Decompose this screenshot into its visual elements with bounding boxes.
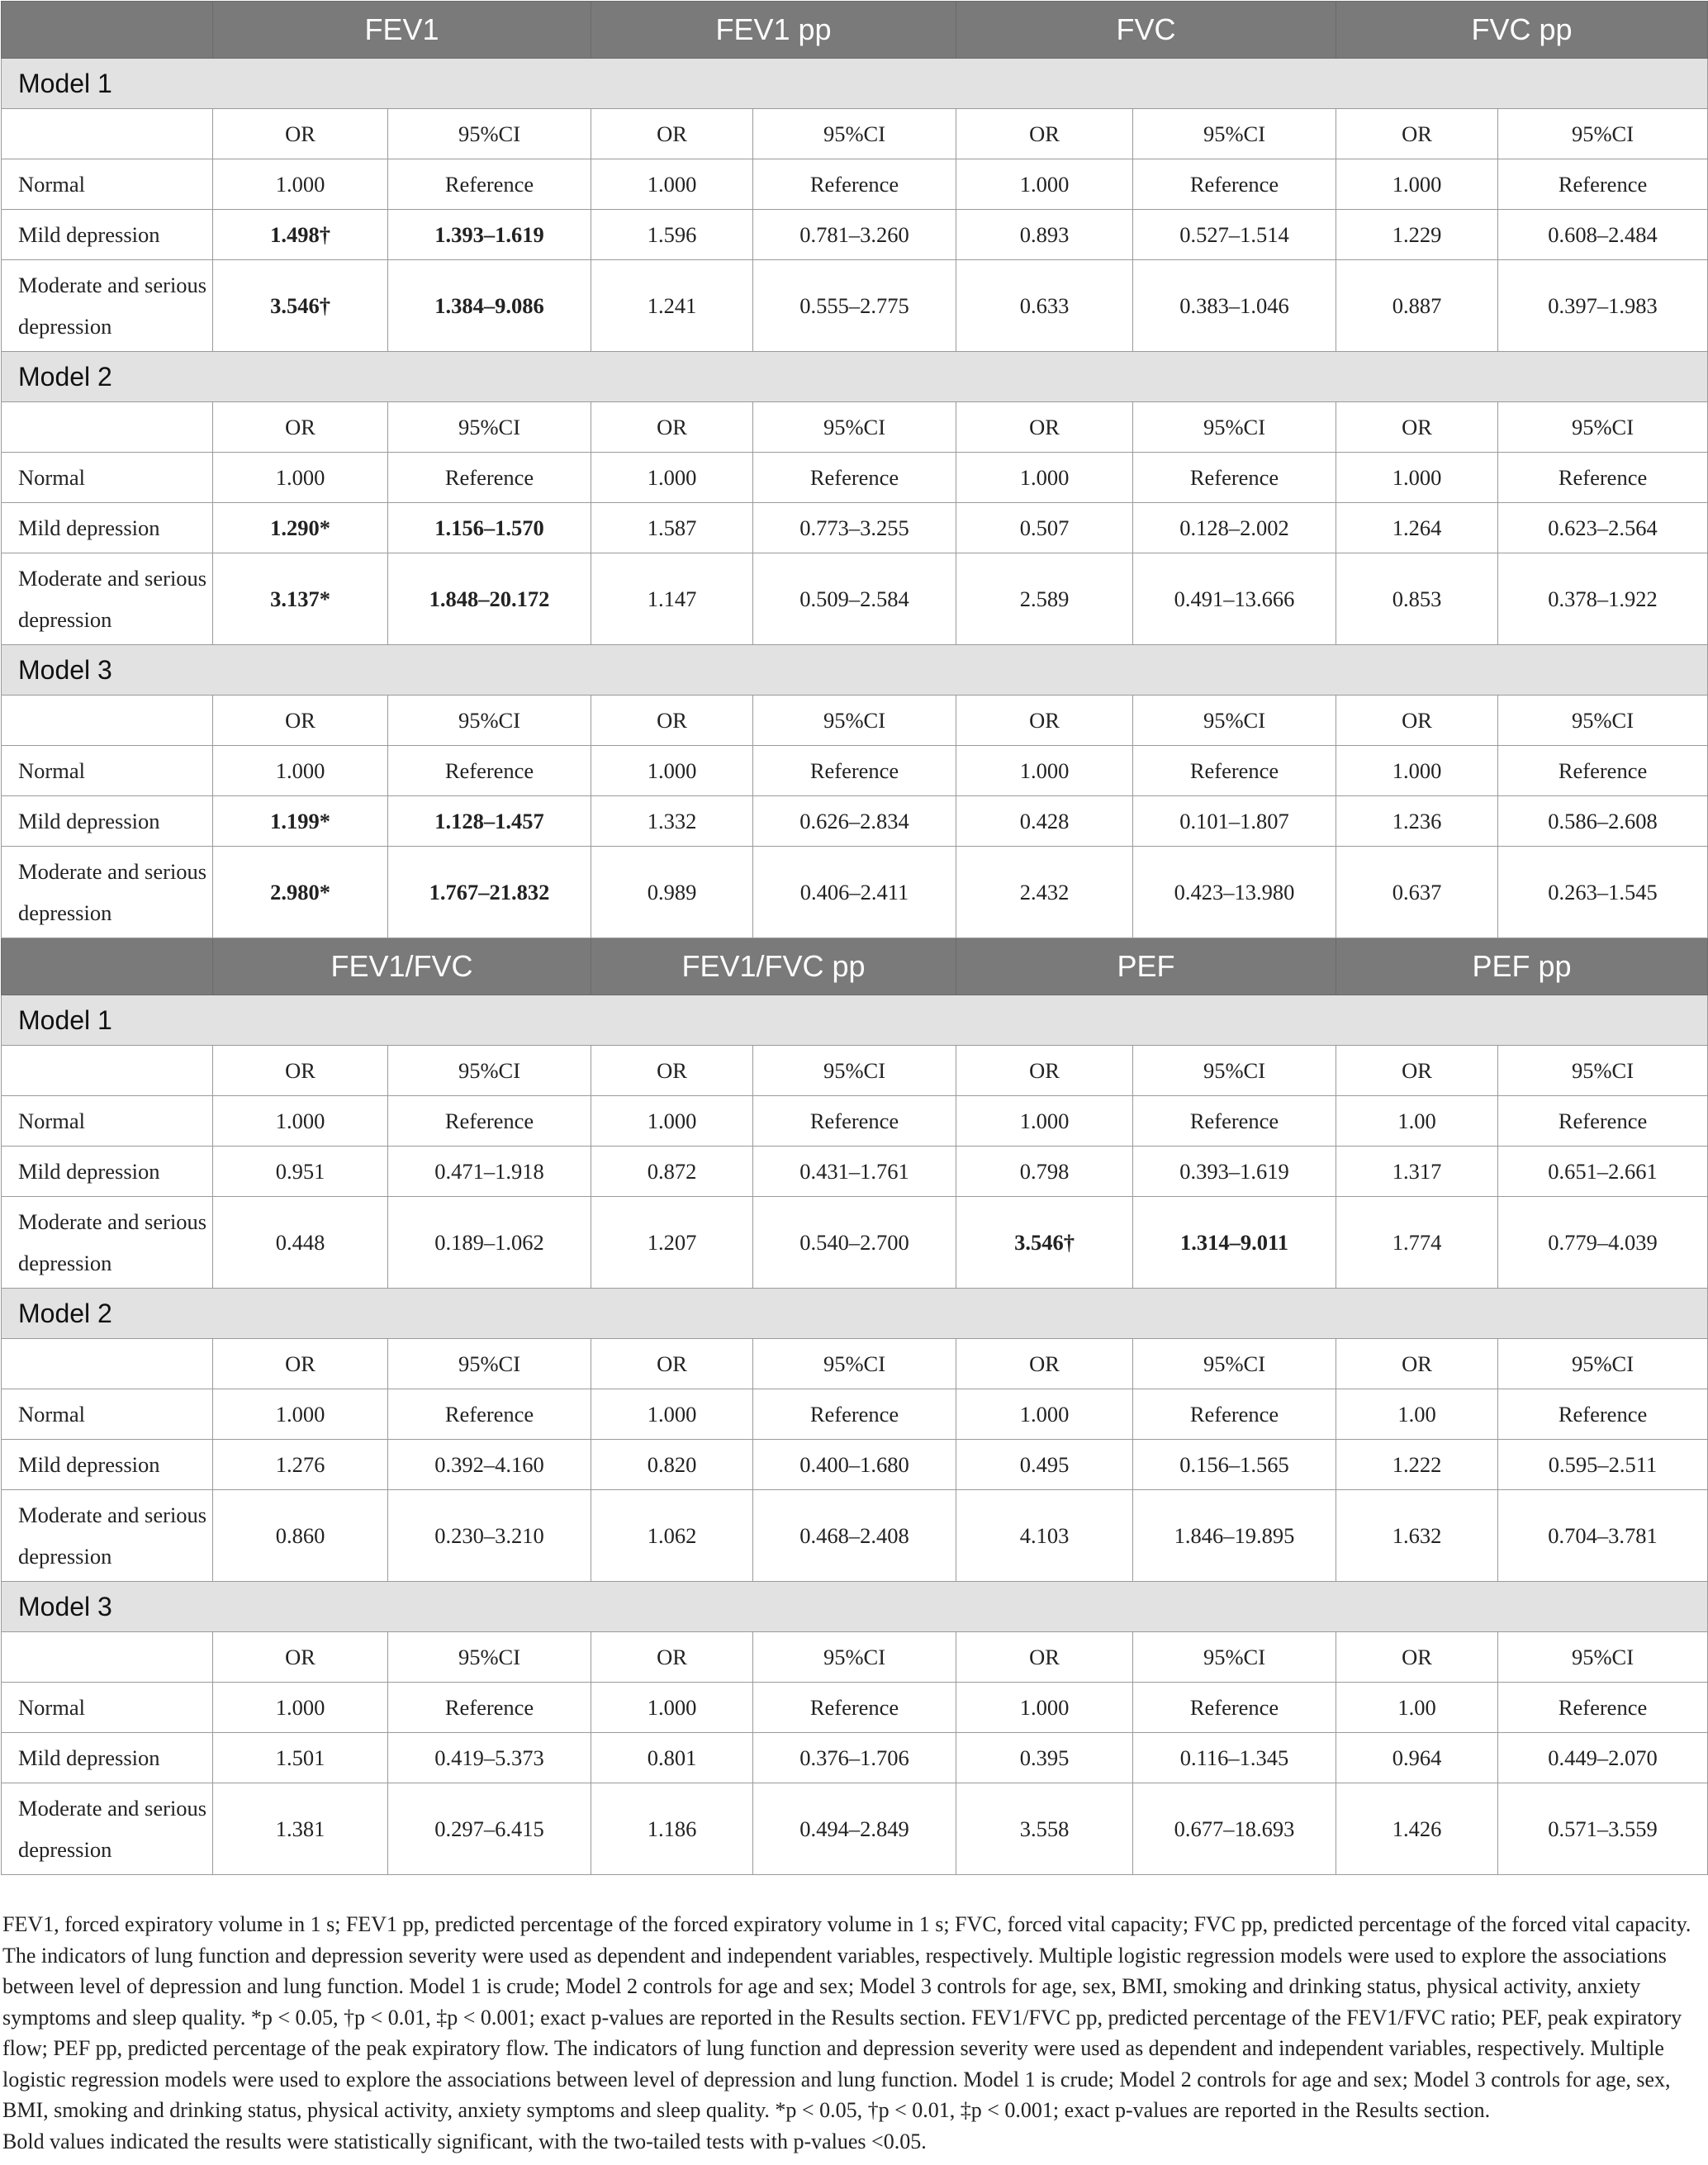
ci-header: 95%CI — [1133, 1339, 1336, 1389]
ci-header: 95%CI — [1133, 696, 1336, 746]
or-header: OR — [591, 696, 753, 746]
table-cell: 0.704–3.781 — [1498, 1490, 1708, 1582]
table-cell: 0.491–13.666 — [1133, 553, 1336, 645]
table-row — [2, 553, 1708, 645]
table-cell: 0.406–2.411 — [753, 847, 956, 938]
table-cell: 1.207 — [591, 1197, 753, 1289]
table-cell: Reference — [753, 1389, 956, 1440]
ci-header: 95%CI — [1133, 1632, 1336, 1683]
table-cell: Reference — [1498, 453, 1708, 503]
table-cell: 0.779–4.039 — [1498, 1197, 1708, 1289]
table-row — [2, 1783, 1708, 1875]
column-group-header: PEF pp — [1336, 938, 1708, 995]
panel-header-row — [2, 2, 1708, 59]
table-cell: 1.848–20.172 — [388, 553, 591, 645]
table-cell: 1.290* — [213, 503, 388, 553]
table-cell: 1.000 — [213, 746, 388, 796]
table-cell: 1.264 — [1336, 503, 1498, 553]
table-row — [2, 210, 1708, 260]
table-cell: 3.137* — [213, 553, 388, 645]
or-header: OR — [1336, 696, 1498, 746]
table-row — [2, 1147, 1708, 1197]
table-cell: Reference — [753, 159, 956, 210]
table-cell: 0.626–2.834 — [753, 796, 956, 847]
subheader-row — [2, 109, 1708, 159]
table-row — [2, 746, 1708, 796]
table-cell: 1.199* — [213, 796, 388, 847]
table-cell: 1.596 — [591, 210, 753, 260]
table-cell: 0.872 — [591, 1147, 753, 1197]
table-cell: Reference — [1498, 1683, 1708, 1733]
table-cell: Reference — [388, 453, 591, 503]
table-cell: 1.381 — [213, 1783, 388, 1875]
table-cell: 0.798 — [956, 1147, 1133, 1197]
table-cell: Reference — [1133, 1096, 1336, 1147]
subheader-blank — [2, 109, 213, 159]
table-cell: 0.540–2.700 — [753, 1197, 956, 1289]
table-cell: Reference — [1498, 746, 1708, 796]
model-row — [2, 995, 1708, 1046]
ci-header: 95%CI — [388, 1046, 591, 1096]
table-cell: Reference — [1133, 159, 1336, 210]
or-header: OR — [1336, 109, 1498, 159]
model-row — [2, 1582, 1708, 1632]
table-cell: 0.101–1.807 — [1133, 796, 1336, 847]
table-row — [2, 847, 1708, 938]
table-cell: 2.432 — [956, 847, 1133, 938]
row-label: Mild depression — [2, 796, 213, 847]
table-cell: 0.527–1.514 — [1133, 210, 1336, 260]
table-cell: Reference — [1498, 159, 1708, 210]
table-cell: 0.392–4.160 — [388, 1440, 591, 1490]
footnote-bold-note: Bold values indicated the results were statistically significant, with the two-tailed tests with p-values <0.05. — [2, 2129, 927, 2153]
or-header: OR — [956, 109, 1133, 159]
table-cell: 1.128–1.457 — [388, 796, 591, 847]
subheader-blank — [2, 1339, 213, 1389]
row-label: Mild depression — [2, 1733, 213, 1783]
table-row — [2, 260, 1708, 352]
ci-header: 95%CI — [1133, 109, 1336, 159]
table-cell: 0.471–1.918 — [388, 1147, 591, 1197]
row-label: Mild depression — [2, 1440, 213, 1490]
row-label: Normal — [2, 1683, 213, 1733]
or-header: OR — [956, 696, 1133, 746]
subheader-row — [2, 1046, 1708, 1096]
table-cell: 0.189–1.062 — [388, 1197, 591, 1289]
subheader-row — [2, 696, 1708, 746]
table-cell: Reference — [388, 1389, 591, 1440]
table-row — [2, 1490, 1708, 1582]
table-cell: 1.846–19.895 — [1133, 1490, 1336, 1582]
model-row — [2, 645, 1708, 696]
row-label: Moderate and serious depression — [2, 1783, 213, 1875]
table-cell: 1.314–9.011 — [1133, 1197, 1336, 1289]
table-cell: 1.236 — [1336, 796, 1498, 847]
table-cell: 1.000 — [956, 1389, 1133, 1440]
or-header: OR — [1336, 1632, 1498, 1683]
table-cell: 1.498† — [213, 210, 388, 260]
table-cell: 0.128–2.002 — [1133, 503, 1336, 553]
row-label: Moderate and serious depression — [2, 553, 213, 645]
table-cell: Reference — [388, 1096, 591, 1147]
row-label: Mild depression — [2, 503, 213, 553]
table-cell: Reference — [1133, 453, 1336, 503]
table-cell: Reference — [753, 453, 956, 503]
or-header: OR — [213, 1339, 388, 1389]
or-header: OR — [956, 1632, 1133, 1683]
ci-header: 95%CI — [1498, 1046, 1708, 1096]
ci-header: 95%CI — [1133, 402, 1336, 453]
table-cell: 0.637 — [1336, 847, 1498, 938]
table-cell: 4.103 — [956, 1490, 1133, 1582]
ci-header: 95%CI — [1498, 696, 1708, 746]
table-cell: 0.677–18.693 — [1133, 1783, 1336, 1875]
table-cell: Reference — [388, 159, 591, 210]
column-group-header: FEV1/FVC pp — [591, 938, 956, 995]
table-cell: 0.468–2.408 — [753, 1490, 956, 1582]
table-cell: 1.000 — [591, 1096, 753, 1147]
table-cell: 0.431–1.761 — [753, 1147, 956, 1197]
ci-header: 95%CI — [753, 402, 956, 453]
table-cell: 0.586–2.608 — [1498, 796, 1708, 847]
table-cell: 1.000 — [213, 1389, 388, 1440]
table-row — [2, 796, 1708, 847]
table-row — [2, 1733, 1708, 1783]
model-label: Model 2 — [2, 1289, 1708, 1339]
table-cell: 1.632 — [1336, 1490, 1498, 1582]
table-cell: Reference — [388, 746, 591, 796]
table-cell: 0.595–2.511 — [1498, 1440, 1708, 1490]
table-cell: 1.000 — [591, 746, 753, 796]
row-label: Normal — [2, 453, 213, 503]
table-cell: 0.495 — [956, 1440, 1133, 1490]
regression-table — [1, 1, 1708, 1875]
row-label: Moderate and serious depression — [2, 260, 213, 352]
table-cell: 0.507 — [956, 503, 1133, 553]
subheader-blank — [2, 402, 213, 453]
table-cell: 0.395 — [956, 1733, 1133, 1783]
ci-header: 95%CI — [1498, 1632, 1708, 1683]
table-cell: 1.000 — [956, 1683, 1133, 1733]
table-cell: 0.400–1.680 — [753, 1440, 956, 1490]
or-header: OR — [956, 1339, 1133, 1389]
ci-header: 95%CI — [753, 1632, 956, 1683]
table-cell: 1.332 — [591, 796, 753, 847]
row-label: Mild depression — [2, 210, 213, 260]
table-cell: 1.222 — [1336, 1440, 1498, 1490]
table-cell: 0.571–3.559 — [1498, 1783, 1708, 1875]
row-label: Normal — [2, 159, 213, 210]
subheader-row — [2, 1632, 1708, 1683]
table-cell: 1.426 — [1336, 1783, 1498, 1875]
table-row — [2, 1440, 1708, 1490]
table-cell: 0.820 — [591, 1440, 753, 1490]
column-group-header: FEV1 — [213, 2, 591, 59]
table-cell: 1.000 — [213, 159, 388, 210]
table-cell: 1.000 — [956, 159, 1133, 210]
ci-header: 95%CI — [1498, 109, 1708, 159]
or-header: OR — [213, 109, 388, 159]
table-cell: 1.241 — [591, 260, 753, 352]
model-row — [2, 59, 1708, 109]
subheader-blank — [2, 1632, 213, 1683]
table-cell: 0.801 — [591, 1733, 753, 1783]
ci-header: 95%CI — [388, 1632, 591, 1683]
table-cell: 0.397–1.983 — [1498, 260, 1708, 352]
model-row — [2, 1289, 1708, 1339]
table-cell: 1.000 — [213, 1096, 388, 1147]
ci-header: 95%CI — [1133, 1046, 1336, 1096]
or-header: OR — [591, 1632, 753, 1683]
table-cell: 0.428 — [956, 796, 1133, 847]
model-label: Model 3 — [2, 645, 1708, 696]
ci-header: 95%CI — [753, 109, 956, 159]
table-cell: 0.423–13.980 — [1133, 847, 1336, 938]
subheader-blank — [2, 696, 213, 746]
ci-header: 95%CI — [753, 1339, 956, 1389]
table-cell: 1.229 — [1336, 210, 1498, 260]
ci-header: 95%CI — [388, 1339, 591, 1389]
or-header: OR — [1336, 402, 1498, 453]
table-cell: 0.383–1.046 — [1133, 260, 1336, 352]
row-label: Moderate and serious depression — [2, 847, 213, 938]
table-cell: 1.000 — [1336, 746, 1498, 796]
subheader-row — [2, 402, 1708, 453]
table-cell: 1.000 — [956, 746, 1133, 796]
table-cell: 1.000 — [956, 1096, 1133, 1147]
table-cell: 2.589 — [956, 553, 1133, 645]
table-cell: Reference — [1133, 746, 1336, 796]
table-cell: Reference — [1498, 1096, 1708, 1147]
table-cell: 1.000 — [591, 159, 753, 210]
or-header: OR — [956, 402, 1133, 453]
subheader-blank — [2, 1046, 213, 1096]
table-cell: 0.378–1.922 — [1498, 553, 1708, 645]
table-cell: 0.230–3.210 — [388, 1490, 591, 1582]
subheader-row — [2, 1339, 1708, 1389]
table-cell: 3.546† — [213, 260, 388, 352]
table-cell: 0.509–2.584 — [753, 553, 956, 645]
table-cell: 0.893 — [956, 210, 1133, 260]
or-header: OR — [591, 1339, 753, 1389]
row-label: Moderate and serious depression — [2, 1197, 213, 1289]
table-footnote — [2, 1909, 1700, 2157]
table-cell: 1.000 — [1336, 453, 1498, 503]
table-cell: 0.156–1.565 — [1133, 1440, 1336, 1490]
model-label: Model 3 — [2, 1582, 1708, 1632]
table-cell: 1.062 — [591, 1490, 753, 1582]
table-row — [2, 159, 1708, 210]
table-cell: Reference — [1498, 1389, 1708, 1440]
or-header: OR — [591, 1046, 753, 1096]
table-cell: Reference — [388, 1683, 591, 1733]
table-cell: 0.887 — [1336, 260, 1498, 352]
table-cell: Reference — [753, 1683, 956, 1733]
or-header: OR — [213, 1632, 388, 1683]
row-label: Moderate and serious depression — [2, 1490, 213, 1582]
table-cell: 3.558 — [956, 1783, 1133, 1875]
table-cell: 1.00 — [1336, 1389, 1498, 1440]
model-row — [2, 352, 1708, 402]
header-corner — [2, 938, 213, 995]
ci-header: 95%CI — [753, 696, 956, 746]
table-cell: 1.147 — [591, 553, 753, 645]
table-cell: 0.989 — [591, 847, 753, 938]
table-cell: 0.860 — [213, 1490, 388, 1582]
table-cell: 1.317 — [1336, 1147, 1498, 1197]
table-row — [2, 1197, 1708, 1289]
or-header: OR — [213, 696, 388, 746]
table-cell: 1.393–1.619 — [388, 210, 591, 260]
table-row — [2, 1683, 1708, 1733]
table-cell: 1.000 — [1336, 159, 1498, 210]
ci-header: 95%CI — [1498, 402, 1708, 453]
table-cell: 1.587 — [591, 503, 753, 553]
table-cell: 2.980* — [213, 847, 388, 938]
header-corner — [2, 2, 213, 59]
or-header: OR — [1336, 1046, 1498, 1096]
table-cell: 1.000 — [956, 453, 1133, 503]
column-group-header: FEV1 pp — [591, 2, 956, 59]
or-header: OR — [591, 402, 753, 453]
table-cell: 0.116–1.345 — [1133, 1733, 1336, 1783]
ci-header: 95%CI — [753, 1046, 956, 1096]
row-label: Mild depression — [2, 1147, 213, 1197]
ci-header: 95%CI — [1498, 1339, 1708, 1389]
row-label: Normal — [2, 1096, 213, 1147]
table-cell: 0.419–5.373 — [388, 1733, 591, 1783]
row-label: Normal — [2, 1389, 213, 1440]
table-cell: 1.156–1.570 — [388, 503, 591, 553]
table-cell: 1.276 — [213, 1440, 388, 1490]
table-cell: 0.555–2.775 — [753, 260, 956, 352]
or-header: OR — [213, 402, 388, 453]
model-label: Model 1 — [2, 59, 1708, 109]
table-body — [2, 2, 1708, 1875]
table-cell: 0.853 — [1336, 553, 1498, 645]
table-cell: 1.501 — [213, 1733, 388, 1783]
model-label: Model 2 — [2, 352, 1708, 402]
row-label: Normal — [2, 746, 213, 796]
or-header: OR — [213, 1046, 388, 1096]
table-row — [2, 453, 1708, 503]
table-cell: Reference — [1133, 1683, 1336, 1733]
model-label: Model 1 — [2, 995, 1708, 1046]
table-row — [2, 503, 1708, 553]
table-cell: 0.651–2.661 — [1498, 1147, 1708, 1197]
column-group-header: FVC pp — [1336, 2, 1708, 59]
table-cell: 1.000 — [213, 1683, 388, 1733]
table-row — [2, 1389, 1708, 1440]
ci-header: 95%CI — [388, 402, 591, 453]
table-cell: 0.633 — [956, 260, 1133, 352]
panel-header-row — [2, 938, 1708, 995]
table-cell: 0.951 — [213, 1147, 388, 1197]
table-row — [2, 1096, 1708, 1147]
table-cell: 1.00 — [1336, 1683, 1498, 1733]
table-cell: 0.494–2.849 — [753, 1783, 956, 1875]
table-cell: 0.263–1.545 — [1498, 847, 1708, 938]
table-cell: 0.393–1.619 — [1133, 1147, 1336, 1197]
column-group-header: FVC — [956, 2, 1336, 59]
table-cell: 0.448 — [213, 1197, 388, 1289]
or-header: OR — [1336, 1339, 1498, 1389]
table-cell: 1.767–21.832 — [388, 847, 591, 938]
table-cell: 0.297–6.415 — [388, 1783, 591, 1875]
table-cell: 1.384–9.086 — [388, 260, 591, 352]
table-cell: 0.449–2.070 — [1498, 1733, 1708, 1783]
table-cell: 0.964 — [1336, 1733, 1498, 1783]
table-cell: 0.608–2.484 — [1498, 210, 1708, 260]
column-group-header: PEF — [956, 938, 1336, 995]
table-cell: 1.000 — [213, 453, 388, 503]
table-cell: 1.774 — [1336, 1197, 1498, 1289]
table-cell: 0.376–1.706 — [753, 1733, 956, 1783]
table-cell: 1.000 — [591, 1389, 753, 1440]
table-cell: 3.546† — [956, 1197, 1133, 1289]
table-cell: 0.773–3.255 — [753, 503, 956, 553]
table-cell: Reference — [1133, 1389, 1336, 1440]
ci-header: 95%CI — [388, 696, 591, 746]
table-cell: 1.000 — [591, 453, 753, 503]
table-cell: Reference — [753, 1096, 956, 1147]
footnote-abbreviations: FEV1, forced expiratory volume in 1 s; FEV1 pp, predicted percentage of the forced expiratory volume in 1 s; FVC, forced vital capacity; FVC pp, predicted percentage of the forced vital capacity. The indicators of lung function and depression severity were used as dependent and independent variables, respectively. Multiple logistic regression models were used to explore the associations between level of depression and lung function. Model 1 is crude; Model 2 controls for age and sex; Model 3 controls for age, sex, BMI, smoking and drinking status, physical activity, anxiety symptoms and sleep quality. *p < 0.05, †p < 0.01, ‡p < 0.001; exact p-values are reported in the Results section. FEV1/FVC pp, predicted percentage of the FEV1/FVC ratio; PEF, peak expiratory flow; PEF pp, predicted percentage of the peak expiratory flow. The indicators of lung function and depression severity were used as dependent and independent variables, respectively. Multiple logistic regression models were used to explore the associations between level of depression and lung function. Model 1 is crude; Model 2 controls for age and sex; Model 3 controls for age, sex, BMI, smoking and drinking status, physical activity, anxiety symptoms and sleep quality. *p < 0.05, †p < 0.01, ‡p < 0.001; exact p-values are reported in the Results section. — [2, 1912, 1691, 2122]
table-cell: 1.000 — [591, 1683, 753, 1733]
column-group-header: FEV1/FVC — [213, 938, 591, 995]
table-cell: 1.00 — [1336, 1096, 1498, 1147]
table-cell: 1.186 — [591, 1783, 753, 1875]
table-cell: Reference — [753, 746, 956, 796]
table-cell: 0.781–3.260 — [753, 210, 956, 260]
or-header: OR — [956, 1046, 1133, 1096]
or-header: OR — [591, 109, 753, 159]
ci-header: 95%CI — [388, 109, 591, 159]
table-cell: 0.623–2.564 — [1498, 503, 1708, 553]
